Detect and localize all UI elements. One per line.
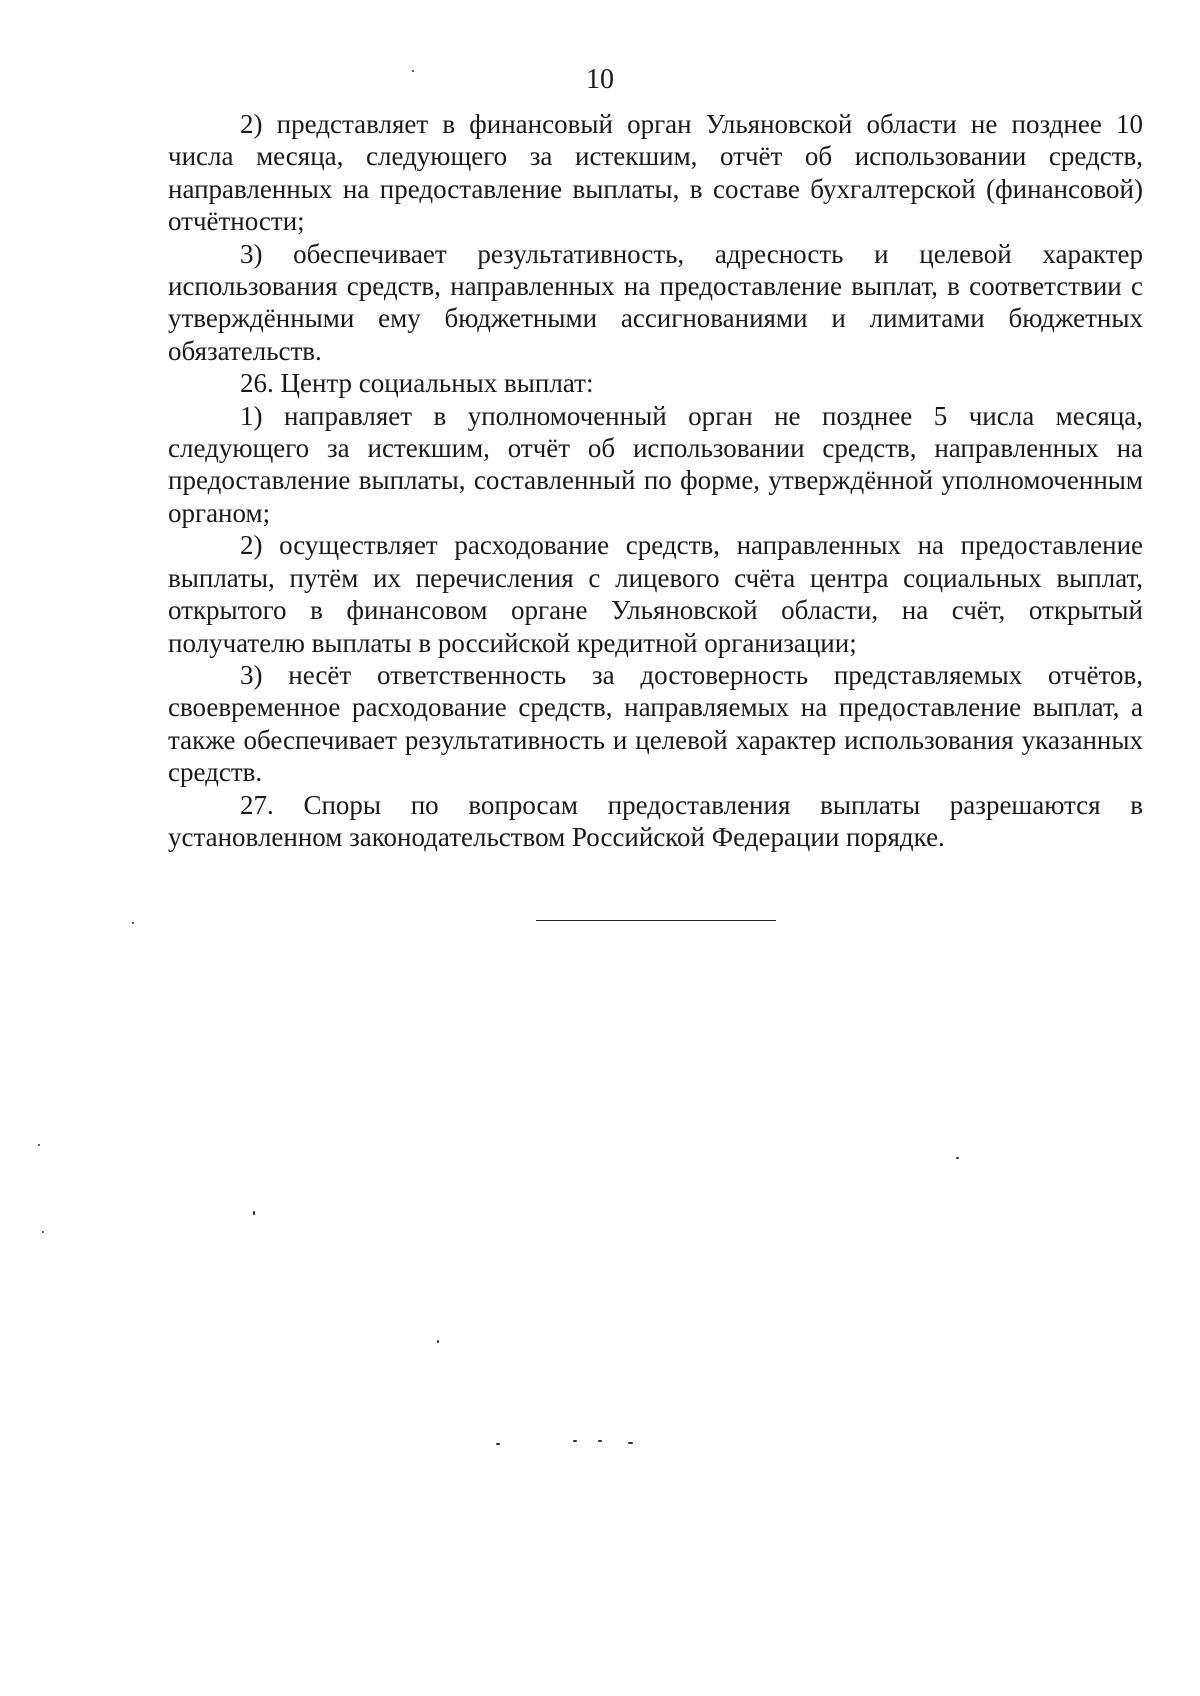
page-number: 10 [586, 64, 614, 95]
scan-speck [412, 70, 414, 72]
scan-speck [253, 1211, 255, 1215]
paragraph-item-2-report-finance: 2) представляет в финансовый орган Ульяновской области не позднее 10 числа месяца, следующего за истекшим, отчёт об использовании средств, направленных на предоставление выплаты, в составе бухгалтерской (финансовой) отчётности; [168, 109, 1143, 237]
scan-speck [42, 1231, 44, 1233]
scan-speck [573, 1440, 577, 1442]
paragraph-item-3-responsibility: 3) несёт ответственность за достоверность представляемых отчётов, своевременное расходование средств, направляемых на предоставление выплат, а также обеспечивает результативность и целевой характер использования указанных средств. [168, 659, 1143, 788]
scan-speck [598, 1440, 602, 1442]
paragraph-section-26-heading: 26. Центр социальных выплат: [240, 368, 594, 399]
paragraph-item-1-report-authority: 1) направляет в уполномоченный орган не позднее 5 числа месяца, следующего за истекшим, отчёт об использовании средств, направленных на предоставление выплаты, составленный по форме, утверждённой уполномоченным органом; [168, 400, 1143, 528]
paragraph-item-3-effectiveness: 3) обеспечивает результативность, адресность и целевой характер использования средств, направленных на предоставление выплат, в соответствии с утверждёнными ему бюджетными ассигнованиями и лимитами бюджетных обязательств. [168, 238, 1143, 366]
document-body [168, 108, 1143, 853]
paragraph-section-27-disputes: 27. Споры по вопросам предоставления выплаты разрешаются в установленном законодательством Российской Федерации порядке. [168, 789, 1143, 852]
scan-speck [132, 922, 134, 924]
scan-speck [38, 1144, 40, 1146]
paragraph-item-2-spending: 2) осуществляет расходование средств, направленных на предоставление выплаты, путём их перечисления с лицевого счёта центра социальных выплат, открытого в финансовом органе Ульяновской области, на счёт, открытый получателю выплаты в российской кредитной организации; [168, 530, 1143, 658]
scan-speck [496, 1443, 500, 1445]
scan-speck [437, 1340, 439, 1343]
scan-speck [628, 1442, 633, 1444]
scan-speck [956, 1157, 959, 1159]
end-divider-line [536, 920, 776, 921]
